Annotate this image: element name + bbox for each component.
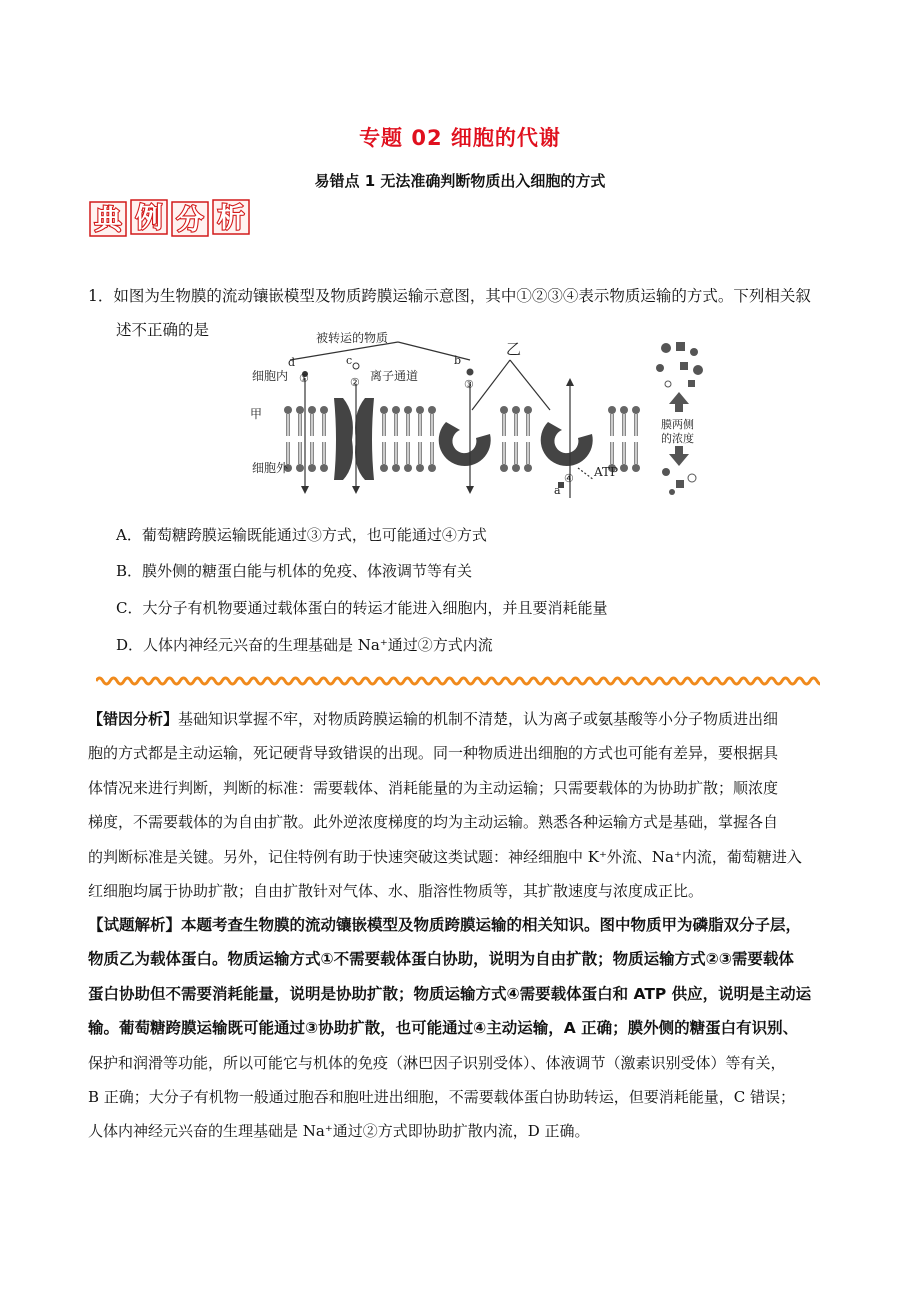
option-d-text: 人体内神经元兴奋的生理基础是 Na⁺通过②方式内流 — [143, 636, 493, 654]
phospholipid-outer — [404, 406, 412, 436]
membrane-transport-diagram — [248, 330, 708, 500]
label-outside: 细胞外 — [252, 461, 289, 475]
phospholipid-outer — [320, 406, 328, 436]
phospholipid-inner — [380, 442, 388, 472]
phospholipid-outer — [608, 406, 616, 436]
option-d-label: D． — [116, 636, 144, 654]
error-line-3: 体情况来进行判断，判断的标准：需要载体、消耗能量的为主动运输；只需要载体的为协助扩散；顺浓度 — [88, 778, 779, 797]
phospholipid-inner — [320, 442, 328, 472]
solution-bold-2: 物质乙为载体蛋白。物质运输方式①不需要载体蛋白协助，说明为自由扩散；物质运输方式②③需要载体 — [88, 950, 794, 969]
phospholipid-outer — [512, 406, 520, 436]
error-line-6: 红细胞均属于协助扩散；自由扩散针对气体、水、脂溶性物质等，其扩散速度与浓度成正比。 — [88, 882, 704, 901]
solution-bold-1: 本题考查生物膜的流动镶嵌模型及物质跨膜运输的相关知识。图中物质甲为磷脂双分子层， — [181, 916, 802, 934]
option-c-text: 大分子有机物要通过载体蛋白的转运才能进入细胞内，并且要消耗能量 — [142, 599, 608, 617]
option-a-label: A． — [116, 526, 142, 544]
phospholipid-inner — [428, 442, 436, 472]
question-line-1: 如图为生物膜的流动镶嵌模型及物质跨膜运输示意图，其中①②③④表示物质运输的方式。下列相关叙 — [113, 287, 811, 305]
phospholipid-outer — [620, 406, 628, 436]
solution-bold-3: 蛋白协助但不需要消耗能量，说明是协助扩散；物质运输方式④需要载体蛋白和 ATP 供应，说明是主动运 — [88, 984, 812, 1003]
solution-bold-4: 输。葡萄糖跨膜运输既可能通过③协助扩散，也可能通过④主动运输，A 正确；膜外侧的糖蛋白有识别、 — [88, 1019, 799, 1038]
phospholipid-inner — [620, 442, 628, 472]
option-a — [116, 524, 487, 545]
label-n1: ① — [299, 372, 309, 385]
phospholipid-outer — [380, 406, 388, 436]
error-line-1: 基础知识掌握不牢，对物质跨膜运输的机制不清楚，认为离子或氨基酸等小分子物质进出细 — [178, 710, 779, 728]
phospholipid-outer — [392, 406, 400, 436]
label-yi: 乙 — [506, 340, 522, 358]
badge-char-3: 分 — [176, 205, 204, 236]
question-number: 1． — [88, 287, 114, 305]
solution-tag: 【试题解析】 — [88, 916, 182, 934]
option-a-text: 葡萄糖跨膜运输既能通过③方式，也可能通过④方式 — [141, 526, 487, 544]
badge-char-4: 析 — [217, 203, 245, 234]
option-c-label: C． — [116, 599, 143, 617]
option-b-label: B． — [116, 562, 143, 580]
label-n3: ③ — [464, 378, 474, 391]
phospholipid-outer — [284, 406, 292, 436]
error-line-2: 胞的方式都是主动运输，死记硬背导致错误的出现。同一种物质进出细胞的方式也可能有差异，要根据具 — [88, 744, 779, 763]
section-subtitle: 易错点 1 无法准确判断物质出入细胞的方式 — [314, 172, 606, 190]
phospholipid-inner — [524, 442, 532, 472]
phospholipid-inner — [512, 442, 520, 472]
label-b: b — [454, 354, 462, 367]
channel-protein-right — [355, 398, 374, 480]
label-jia: 甲 — [250, 407, 263, 421]
option-c — [116, 597, 608, 618]
example-analysis-badge — [88, 196, 254, 240]
phospholipid-outer — [524, 406, 532, 436]
error-line-4: 梯度，不需要载体的为自由扩散。此外逆浓度梯度的均为主动运输。熟悉各种运输方式是基础，掌握各自 — [88, 813, 779, 832]
error-line-5: 的判断标准是关键。另外，记住特例有助于快速突破这类试题：神经细胞中 K⁺外流、Na⁺内流，葡萄糖进入 — [88, 847, 802, 866]
solution-plain-3: 人体内神经元兴奋的生理基础是 Na⁺通过②方式即协助扩散内流，D 正确。 — [88, 1122, 590, 1141]
option-b — [116, 560, 472, 581]
wave-divider — [96, 674, 820, 688]
phospholipid-inner — [308, 442, 316, 472]
label-c: c — [346, 354, 353, 367]
page-title: 专题 02 细胞的代谢 — [359, 126, 561, 150]
phospholipid-inner — [392, 442, 400, 472]
phospholipid-outer — [428, 406, 436, 436]
phospholipid-outer — [500, 406, 508, 436]
question-line-2: 述不正确的是 — [116, 321, 210, 339]
phospholipid-inner — [416, 442, 424, 472]
label-side-1: 膜两侧 — [661, 418, 694, 431]
carrier-protein-4 — [541, 422, 593, 466]
phospholipid-outer — [296, 406, 304, 436]
label-n4: ④ — [564, 472, 574, 485]
option-d — [116, 634, 493, 655]
badge-char-2: 例 — [135, 203, 163, 234]
phospholipid-outer — [416, 406, 424, 436]
label-inside: 细胞内 — [252, 369, 289, 383]
error-analysis — [88, 702, 832, 908]
phospholipid-inner — [500, 442, 508, 472]
error-analysis-tag: 【错因分析】 — [88, 710, 179, 728]
label-side-2: 的浓度 — [661, 432, 694, 445]
label-d: d — [288, 356, 296, 369]
label-transported: 被转运的物质 — [316, 331, 389, 345]
phospholipid-inner — [296, 442, 304, 472]
phospholipid-outer — [308, 406, 316, 436]
label-channel: 离子通道 — [370, 369, 419, 383]
label-atp: ATP — [594, 465, 619, 479]
phospholipid-inner — [632, 442, 640, 472]
channel-protein-left — [334, 398, 353, 480]
carrier-protein-3 — [439, 422, 491, 466]
badge-char-1: 典 — [94, 205, 122, 236]
solution-analysis — [88, 908, 832, 1149]
solution-plain-1: 保护和润滑等功能，所以可能它与机体的免疫（淋巴因子识别受体）、体液调节（激素识别受体）等有关， — [88, 1053, 786, 1072]
option-b-text: 膜外侧的糖蛋白能与机体的免疫、体液调节等有关 — [142, 562, 473, 580]
phospholipid-inner — [404, 442, 412, 472]
label-a: a — [554, 484, 561, 497]
phospholipid-outer — [632, 406, 640, 436]
solution-plain-2: B 正确；大分子有机物一般通过胞吞和胞吐进出细胞，不需要载体蛋白协助转运，但要消耗能量，C 错误； — [88, 1088, 796, 1107]
label-n2: ② — [350, 376, 360, 389]
